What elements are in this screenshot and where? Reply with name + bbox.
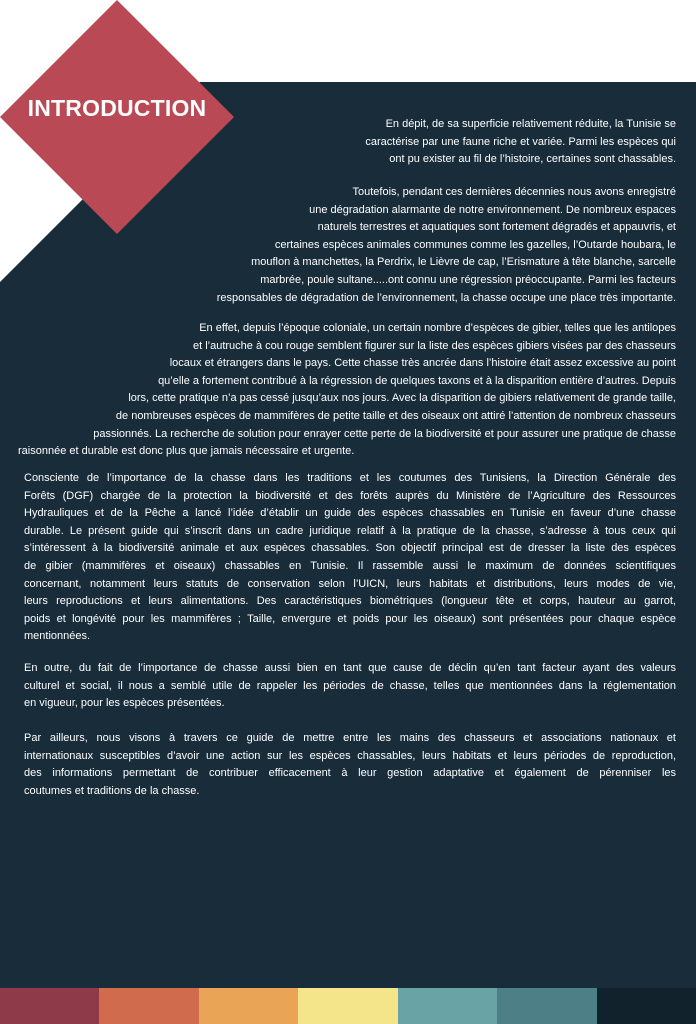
text-line: Forêts (DGF) chargée de la protection la biodiversité et des forêts auprès du Ministère de l’Agriculture des Ressources [24,489,676,502]
text-line: Par ailleurs, nous visons à travers ce guide de mettre entre les mains des chasseurs et associations nationaux et [24,732,676,744]
text-line: Hydrauliques et de la Pêche a lancé l’idée d’établir un guide des espèces chassables en Tunisie en faveur d’une chasse [24,507,676,520]
intro-paragraph-5 [24,660,676,713]
text-line: de nombreuses espèces de mammifères de petite taille et des oiseaux ont attiré l’attention de nombreux chasseurs [115,409,676,422]
intro-paragraph-2 [140,184,676,307]
text-line: s’intéressent à la biodiversité animale et aux espèces chassables. Son objectif principal est de dresser la liste des espèces [24,542,676,555]
text-line: caractérise par une faune riche et variée. Parmi les espèces qui [365,135,676,148]
text-line: durable. Le présent guide qui s’inscrit dans un cadre juridique relatif à la pratique de la chasse, s’adresse à tous ceux qui [24,524,676,537]
page-title: INTRODUCTION [27,95,207,121]
text-line: mouflon à manchettes, la Perdrix, le Lièvre de cap, l’Erismature à tête blanche, sarcelle [251,256,676,269]
color-strip-segment [99,988,198,1024]
text-line: marbrée, poule sultane.....ont connu une régression préoccupante. Parmi les facteurs [260,273,676,286]
color-strip-segment [0,988,99,1024]
text-line: qu’elle a fortement contribué à la régression de quelques taxons et à la disparition entière d’autres. Depuis [158,374,676,387]
text-line: poids et longévité pour les mammifères ; Taille, envergure et poids pour les oiseaux) sont présentées pour chaque espèce [24,612,676,625]
text-line: coutumes et traditions de la chasse. [24,784,200,797]
text-line: En dépit, de sa superficie relativement réduite, la Tunisie se [385,118,676,130]
intro-paragraph-6 [24,730,676,800]
text-line: En effet, depuis l’époque coloniale, un certain nombre d’espèces de gibier, telles que les antilopes [199,322,676,334]
text-line: internationaux susceptibles d’avoir une action sur les espèces chassables, leurs habitats et leurs périodes de reproduction, [24,749,676,762]
color-strip-segment [199,988,298,1024]
text-line: et l’autruche à cou rouge semblent figurer sur la liste des espèces gibiers visées par des chasseurs [192,339,676,352]
intro-paragraph-4 [24,470,676,646]
text-line: lors, cette pratique n’a pas cessé jusqu’aux nos jours. Avec la disparition de gibiers relativement de grande taille, [128,392,676,405]
text-line: des informations permettant de contribuer efficacement à leur gestion adaptative et également de pérenniser les [24,767,676,780]
text-line: Toutefois, pendant ces dernières décennies nous avons enregistré [352,186,676,198]
text-line: certaines espèces animales communes comme les gazelles, l’Outarde houbara, le [274,238,676,251]
text-line: passionnés. La recherche de solution pour enrayer cette perte de la biodiversité et pour assurer une pratique de chasse [93,427,676,440]
text-line: en vigueur, pour les espèces présentées. [24,697,225,710]
text-line: ont pu exister au fil de l’histoire, certaines sont chassables. [389,153,676,166]
color-strip-segment [298,988,397,1024]
color-strip [0,988,696,1024]
text-line: raisonnée et durable est donc plus que jamais nécessaire et urgente. [18,445,355,458]
intro-paragraph-1 [296,116,676,169]
color-strip-segment [398,988,497,1024]
text-line: une dégradation alarmante de notre environnement. De nombreux espaces [309,203,676,216]
text-line: naturels terrestres et aquatiques sont fortement dégradés et appauvris, et [317,221,676,234]
text-line: locaux et étrangers dans le pays. Cette chasse très ancrée dans l’histoire était assez excessive au point [169,357,676,370]
color-strip-segment [597,988,696,1024]
text-line: Consciente de l’importance de la chasse dans les traditions et les coutumes des Tunisiens, la Direction Générale des [24,472,676,484]
color-strip-segment [497,988,596,1024]
intro-paragraph-3 [18,320,676,461]
text-line: de gibier (mammifères et oiseaux) chassables en Tunisie. Il rassemble aussi le maximum de données scientifiques [24,559,676,572]
text-line: leurs reproductions et leurs alimentations. Des caractéristiques biométriques (longueur tête et corps, hauteur au garrot, [24,595,676,608]
text-line: En outre, du fait de l’importance de chasse aussi bien en tant que cause de déclin qu’en tant facteur ayant des valeurs [24,662,676,674]
text-line: concernant, notamment leurs statuts de conservation selon l’UICN, leurs habitats et distributions, leurs modes de vie, [24,577,676,590]
text-line: mentionnées. [24,630,91,643]
text-line: responsables de dégradation de l’environnement, la chasse occupe une place très importante. [216,291,676,304]
text-line: culturel et social, il nous a semblé utile de rappeler les périodes de chasse, telles que mentionnées dans la réglementation [24,679,676,692]
